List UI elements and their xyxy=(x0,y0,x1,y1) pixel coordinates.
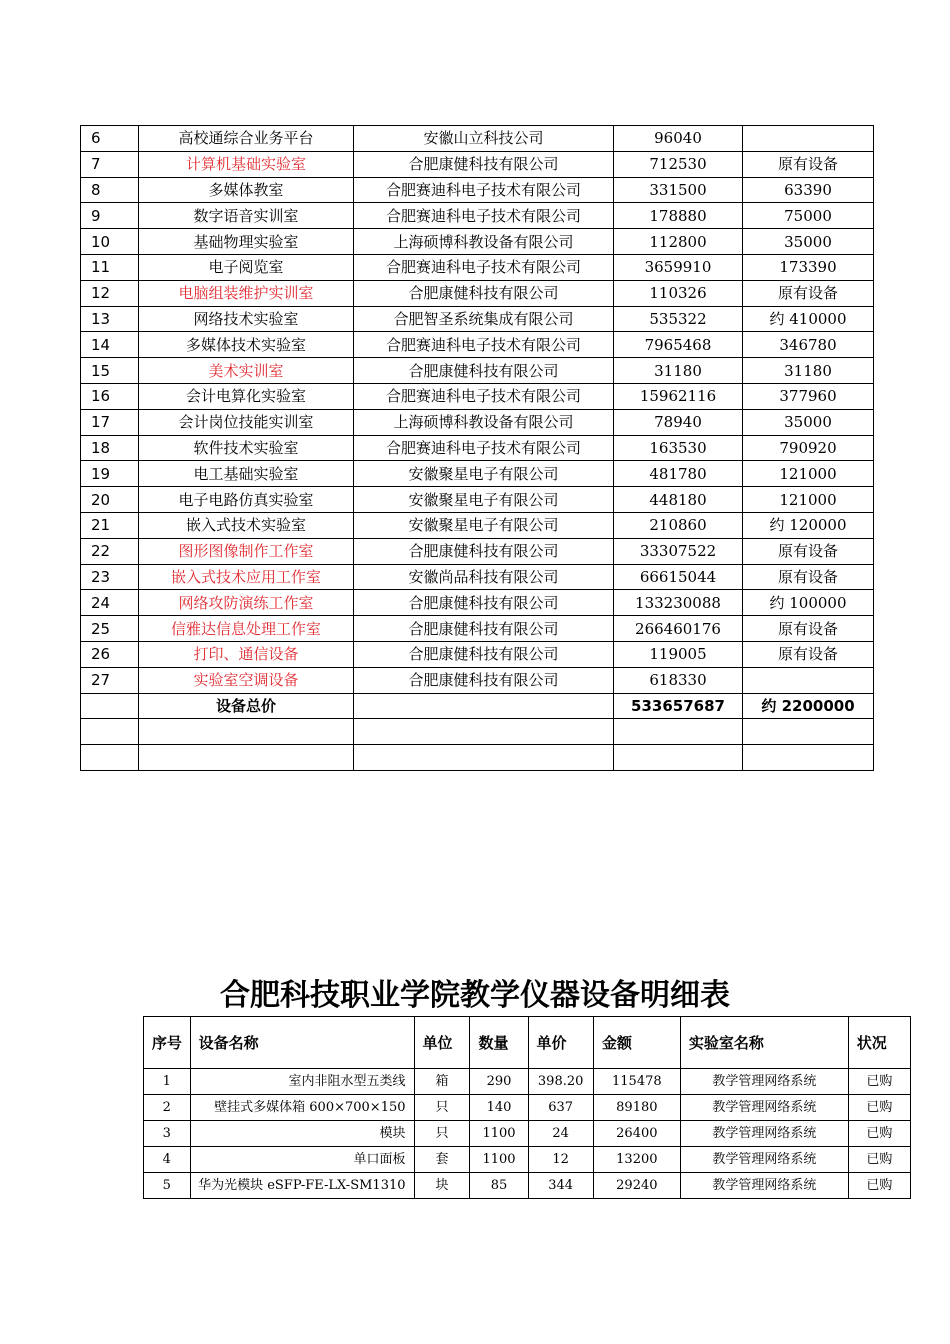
equipment-name: 壁挂式多媒体箱 600×700×150 xyxy=(190,1095,414,1121)
empty-row xyxy=(81,745,874,771)
supplier-company: 合肥康健科技有限公司 xyxy=(354,538,614,564)
equipment-qty: 140 xyxy=(470,1095,528,1121)
supplier-company: 合肥赛迪科电子技术有限公司 xyxy=(354,254,614,280)
row-number: 12 xyxy=(81,280,139,306)
lab-name: 计算机基础实验室 xyxy=(139,151,354,177)
row-number: 26 xyxy=(81,641,139,667)
row-number: 16 xyxy=(81,383,139,409)
note-value: 63390 xyxy=(743,177,874,203)
row-number: 27 xyxy=(81,667,139,693)
note-value: 75000 xyxy=(743,203,874,229)
equipment-price: 398.20 xyxy=(528,1069,593,1095)
supplier-company: 安徽聚星电子有限公司 xyxy=(354,512,614,538)
equipment-unit: 只 xyxy=(414,1095,470,1121)
header-lab: 实验室名称 xyxy=(680,1017,848,1069)
grand-total-note: 约 2200000 xyxy=(743,693,874,719)
equipment-unit: 箱 xyxy=(414,1069,470,1095)
supplier-company: 合肥康健科技有限公司 xyxy=(354,616,614,642)
note-value: 121000 xyxy=(743,461,874,487)
equipment-price: 12 xyxy=(528,1147,593,1173)
supplier-company: 合肥赛迪科电子技术有限公司 xyxy=(354,177,614,203)
empty-cell xyxy=(139,745,354,771)
row-number: 17 xyxy=(81,409,139,435)
equipment-row xyxy=(144,1095,911,1121)
total-label: 设备总价 xyxy=(139,693,354,719)
row-number: 24 xyxy=(81,590,139,616)
empty-cell xyxy=(614,745,743,771)
equipment-row xyxy=(144,1173,911,1199)
lab-row xyxy=(81,512,874,538)
total-price: 448180 xyxy=(614,487,743,513)
total-price: 3659910 xyxy=(614,254,743,280)
equipment-amount: 26400 xyxy=(593,1121,680,1147)
empty-row xyxy=(81,719,874,745)
equipment-lab: 教学管理网络系统 xyxy=(680,1069,848,1095)
equipment-status: 已购 xyxy=(848,1121,910,1147)
total-price: 110326 xyxy=(614,280,743,306)
lab-row xyxy=(81,126,874,152)
equipment-status: 已购 xyxy=(848,1147,910,1173)
note-value: 原有设备 xyxy=(743,616,874,642)
equipment-row xyxy=(144,1121,911,1147)
total-price: 712530 xyxy=(614,151,743,177)
row-number: 15 xyxy=(81,358,139,384)
row-number: 19 xyxy=(81,461,139,487)
supplier-company: 安徽聚星电子有限公司 xyxy=(354,461,614,487)
lab-row xyxy=(81,461,874,487)
supplier-company: 合肥康健科技有限公司 xyxy=(354,280,614,306)
note-value: 377960 xyxy=(743,383,874,409)
lab-name: 高校通综合业务平台 xyxy=(139,126,354,152)
equipment-name: 单口面板 xyxy=(190,1147,414,1173)
lab-row xyxy=(81,332,874,358)
note-value: 346780 xyxy=(743,332,874,358)
equipment-status: 已购 xyxy=(848,1173,910,1199)
total-price: 618330 xyxy=(614,667,743,693)
note-value: 原有设备 xyxy=(743,151,874,177)
row-number: 23 xyxy=(81,564,139,590)
equipment-row xyxy=(144,1069,911,1095)
total-price: 31180 xyxy=(614,358,743,384)
total-price: 133230088 xyxy=(614,590,743,616)
row-number: 9 xyxy=(81,203,139,229)
lab-name: 图形图像制作工作室 xyxy=(139,538,354,564)
equipment-price: 24 xyxy=(528,1121,593,1147)
equipment-price: 637 xyxy=(528,1095,593,1121)
row-number: 20 xyxy=(81,487,139,513)
equipment-qty: 1100 xyxy=(470,1147,528,1173)
equipment-qty: 1100 xyxy=(470,1121,528,1147)
lab-name: 多媒体教室 xyxy=(139,177,354,203)
total-row-number xyxy=(81,693,139,719)
total-price: 15962116 xyxy=(614,383,743,409)
empty-cell xyxy=(743,719,874,745)
empty-cell xyxy=(81,745,139,771)
equipment-lab: 教学管理网络系统 xyxy=(680,1121,848,1147)
row-number: 10 xyxy=(81,229,139,255)
equipment-lab: 教学管理网络系统 xyxy=(680,1095,848,1121)
lab-row xyxy=(81,177,874,203)
header-status: 状况 xyxy=(848,1017,910,1069)
empty-cell xyxy=(354,719,614,745)
document-title: 合肥科技职业学院教学仪器设备明细表 xyxy=(220,978,730,1013)
total-price: 163530 xyxy=(614,435,743,461)
total-price: 535322 xyxy=(614,306,743,332)
supplier-company: 安徽山立科技公司 xyxy=(354,126,614,152)
supplier-company: 合肥康健科技有限公司 xyxy=(354,358,614,384)
lab-name: 电子阅览室 xyxy=(139,254,354,280)
equipment-unit: 块 xyxy=(414,1173,470,1199)
note-value: 约 100000 xyxy=(743,590,874,616)
lab-name: 打印、通信设备 xyxy=(139,641,354,667)
empty-cell xyxy=(743,745,874,771)
row-number: 18 xyxy=(81,435,139,461)
lab-name: 电子电路仿真实验室 xyxy=(139,487,354,513)
row-number: 21 xyxy=(81,512,139,538)
row-number: 25 xyxy=(81,616,139,642)
equipment-row xyxy=(144,1147,911,1173)
equipment-seq: 3 xyxy=(144,1121,191,1147)
equipment-status: 已购 xyxy=(848,1095,910,1121)
supplier-company: 合肥康健科技有限公司 xyxy=(354,667,614,693)
supplier-company: 上海硕博科教设备有限公司 xyxy=(354,229,614,255)
supplier-company: 合肥赛迪科电子技术有限公司 xyxy=(354,332,614,358)
lab-row xyxy=(81,564,874,590)
note-value: 约 410000 xyxy=(743,306,874,332)
lab-row xyxy=(81,616,874,642)
equipment-unit: 只 xyxy=(414,1121,470,1147)
lab-row xyxy=(81,383,874,409)
detail-header-row xyxy=(144,1017,911,1069)
lab-row xyxy=(81,358,874,384)
supplier-company: 合肥康健科技有限公司 xyxy=(354,151,614,177)
lab-name: 数字语音实训室 xyxy=(139,203,354,229)
supplier-company: 合肥赛迪科电子技术有限公司 xyxy=(354,435,614,461)
supplier-company: 合肥康健科技有限公司 xyxy=(354,641,614,667)
equipment-name: 模块 xyxy=(190,1121,414,1147)
supplier-company: 安徽聚星电子有限公司 xyxy=(354,487,614,513)
note-value xyxy=(743,667,874,693)
lab-name: 电脑组装维护实训室 xyxy=(139,280,354,306)
supplier-company: 合肥赛迪科电子技术有限公司 xyxy=(354,203,614,229)
lab-name: 基础物理实验室 xyxy=(139,229,354,255)
lab-row xyxy=(81,280,874,306)
grand-total-price: 533657687 xyxy=(614,693,743,719)
lab-equipment-summary-table xyxy=(80,125,874,771)
equipment-price: 344 xyxy=(528,1173,593,1199)
header-name: 设备名称 xyxy=(190,1017,414,1069)
empty-cell xyxy=(614,719,743,745)
total-price: 119005 xyxy=(614,641,743,667)
total-price: 78940 xyxy=(614,409,743,435)
row-number: 14 xyxy=(81,332,139,358)
lab-name: 多媒体技术实验室 xyxy=(139,332,354,358)
note-value xyxy=(743,126,874,152)
lab-name: 美术实训室 xyxy=(139,358,354,384)
lab-row xyxy=(81,203,874,229)
equipment-lab: 教学管理网络系统 xyxy=(680,1147,848,1173)
equipment-amount: 29240 xyxy=(593,1173,680,1199)
supplier-company: 合肥智圣系统集成有限公司 xyxy=(354,306,614,332)
lab-row xyxy=(81,306,874,332)
lab-row xyxy=(81,151,874,177)
total-price: 178880 xyxy=(614,203,743,229)
supplier-company: 合肥赛迪科电子技术有限公司 xyxy=(354,383,614,409)
lab-row xyxy=(81,435,874,461)
total-price: 331500 xyxy=(614,177,743,203)
note-value: 31180 xyxy=(743,358,874,384)
equipment-name: 华为光模块 eSFP-FE-LX-SM1310 xyxy=(190,1173,414,1199)
equipment-seq: 5 xyxy=(144,1173,191,1199)
note-value: 173390 xyxy=(743,254,874,280)
equipment-amount: 89180 xyxy=(593,1095,680,1121)
header-unit: 单位 xyxy=(414,1017,470,1069)
equipment-qty: 85 xyxy=(470,1173,528,1199)
row-number: 13 xyxy=(81,306,139,332)
equipment-amount: 13200 xyxy=(593,1147,680,1173)
empty-cell xyxy=(139,719,354,745)
lab-row xyxy=(81,641,874,667)
header-seq: 序号 xyxy=(144,1017,191,1069)
total-price: 210860 xyxy=(614,512,743,538)
lab-name: 电工基础实验室 xyxy=(139,461,354,487)
header-qty: 数量 xyxy=(470,1017,528,1069)
lab-name: 软件技术实验室 xyxy=(139,435,354,461)
total-row xyxy=(81,693,874,719)
equipment-detail-table xyxy=(143,1016,911,1199)
header-amount: 金额 xyxy=(593,1017,680,1069)
equipment-unit: 套 xyxy=(414,1147,470,1173)
lab-name: 会计电算化实验室 xyxy=(139,383,354,409)
note-value: 790920 xyxy=(743,435,874,461)
equipment-amount: 115478 xyxy=(593,1069,680,1095)
total-price: 266460176 xyxy=(614,616,743,642)
supplier-company: 上海硕博科教设备有限公司 xyxy=(354,409,614,435)
empty-cell xyxy=(354,745,614,771)
lab-name: 会计岗位技能实训室 xyxy=(139,409,354,435)
equipment-lab: 教学管理网络系统 xyxy=(680,1173,848,1199)
row-number: 6 xyxy=(81,126,139,152)
note-value: 原有设备 xyxy=(743,641,874,667)
header-price: 单价 xyxy=(528,1017,593,1069)
empty-cell xyxy=(81,719,139,745)
supplier-company: 安徽尚品科技有限公司 xyxy=(354,564,614,590)
lab-name: 嵌入式技术应用工作室 xyxy=(139,564,354,590)
note-value: 35000 xyxy=(743,229,874,255)
equipment-status: 已购 xyxy=(848,1069,910,1095)
note-value: 原有设备 xyxy=(743,538,874,564)
lab-row xyxy=(81,667,874,693)
supplier-company: 合肥康健科技有限公司 xyxy=(354,590,614,616)
total-company xyxy=(354,693,614,719)
row-number: 8 xyxy=(81,177,139,203)
lab-name: 信雅达信息处理工作室 xyxy=(139,616,354,642)
lab-row xyxy=(81,254,874,280)
equipment-qty: 290 xyxy=(470,1069,528,1095)
lab-row xyxy=(81,229,874,255)
lab-name: 嵌入式技术实验室 xyxy=(139,512,354,538)
note-value: 121000 xyxy=(743,487,874,513)
note-value: 约 120000 xyxy=(743,512,874,538)
note-value: 原有设备 xyxy=(743,280,874,306)
equipment-name: 室内非阻水型五类线 xyxy=(190,1069,414,1095)
lab-row xyxy=(81,538,874,564)
lab-name: 网络攻防演练工作室 xyxy=(139,590,354,616)
lab-row xyxy=(81,590,874,616)
lab-name: 网络技术实验室 xyxy=(139,306,354,332)
lab-row xyxy=(81,409,874,435)
note-value: 35000 xyxy=(743,409,874,435)
lab-name: 实验室空调设备 xyxy=(139,667,354,693)
equipment-seq: 2 xyxy=(144,1095,191,1121)
lab-row xyxy=(81,487,874,513)
total-price: 96040 xyxy=(614,126,743,152)
total-price: 33307522 xyxy=(614,538,743,564)
total-price: 481780 xyxy=(614,461,743,487)
row-number: 22 xyxy=(81,538,139,564)
total-price: 66615044 xyxy=(614,564,743,590)
note-value: 原有设备 xyxy=(743,564,874,590)
row-number: 7 xyxy=(81,151,139,177)
total-price: 7965468 xyxy=(614,332,743,358)
equipment-seq: 1 xyxy=(144,1069,191,1095)
equipment-seq: 4 xyxy=(144,1147,191,1173)
row-number: 11 xyxy=(81,254,139,280)
total-price: 112800 xyxy=(614,229,743,255)
